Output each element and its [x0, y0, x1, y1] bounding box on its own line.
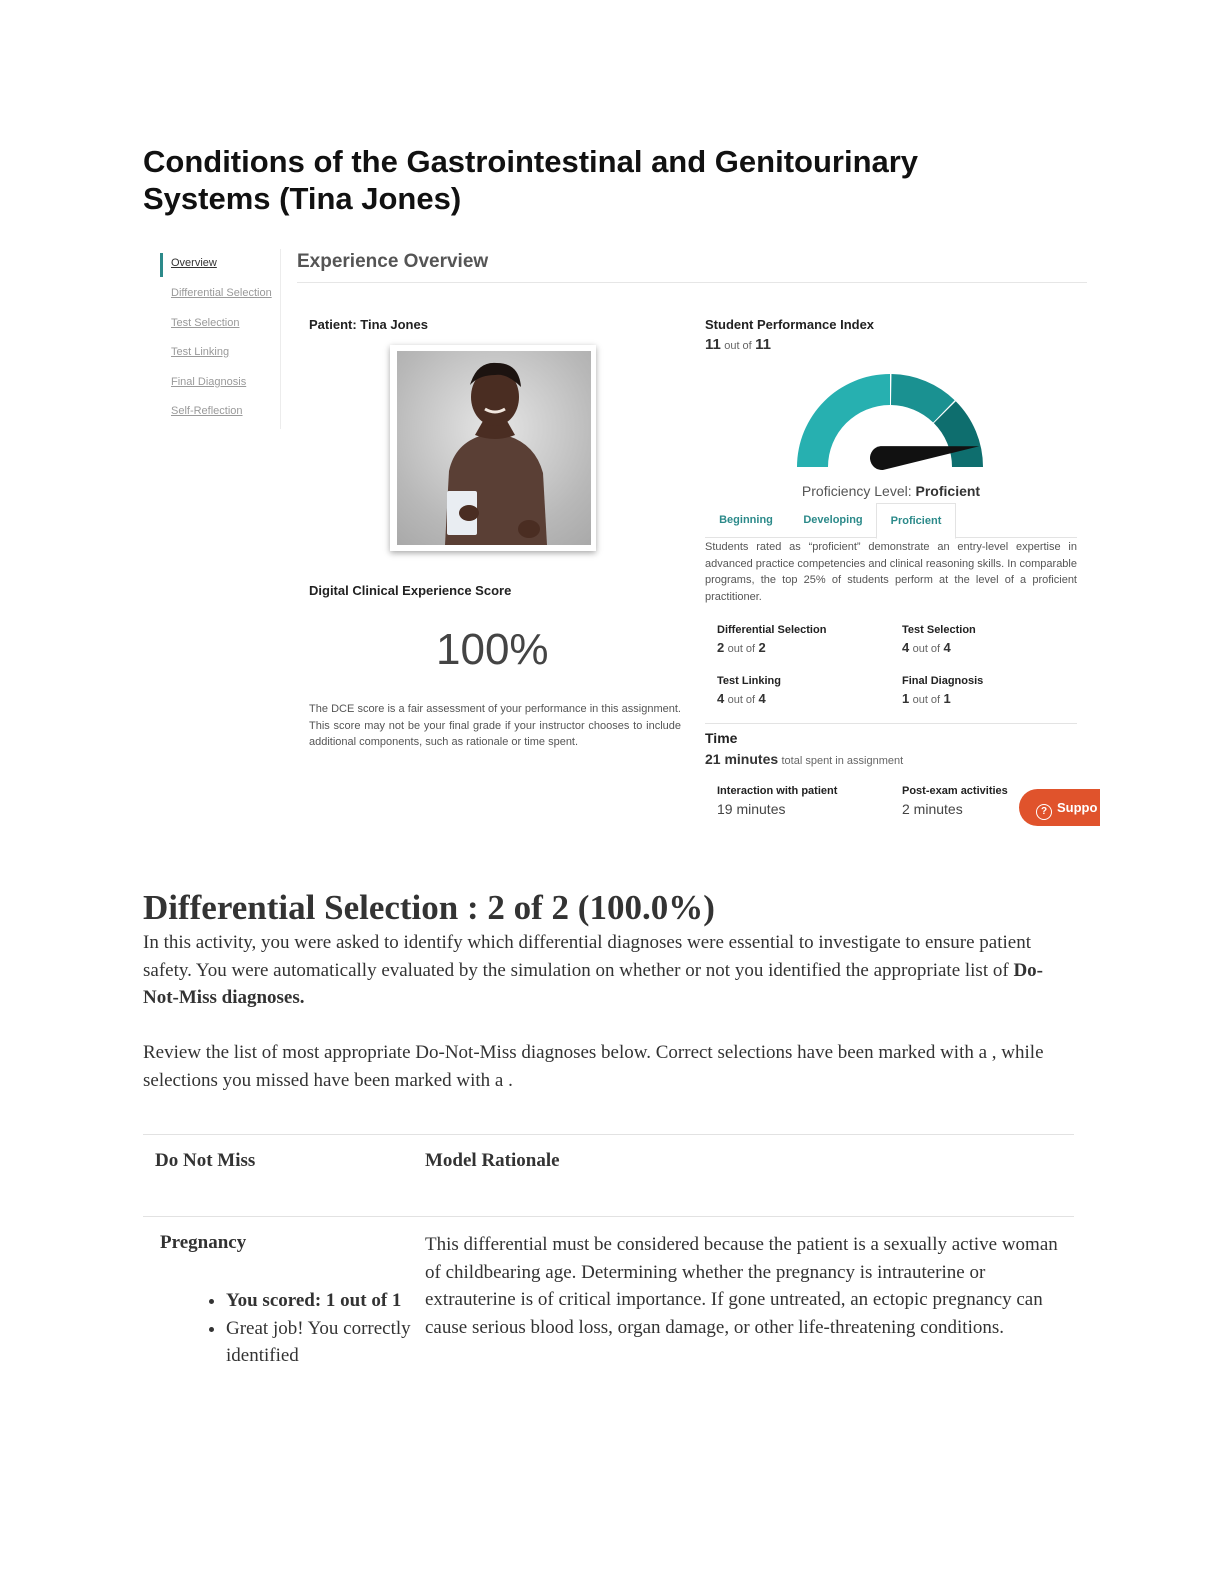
- dce-score-label: Digital Clinical Experience Score: [309, 583, 512, 598]
- sidebar-nav: [160, 249, 281, 429]
- sidebar-item-test-selection[interactable]: Test Selection: [171, 317, 240, 329]
- model-rationale: This differential must be considered because the patient is a sexually active woman of childbearing age. Determining whether the pregnancy is intrauterine or extrauterine is of critical importance. If gone untreated, an ectopic pregnancy can cause serious blood loss, organ damage, or other life-threatening conditions.: [425, 1234, 1058, 1338]
- time-label: Time: [705, 730, 738, 746]
- tab-beginning[interactable]: Beginning: [719, 514, 773, 526]
- tab-proficient[interactable]: Proficient: [876, 503, 956, 539]
- dce-score-note: The DCE score is a fair assessment of your performance in this assignment. This score may not be your final grade if your instructor chooses to include additional components, such as rationale or time spent.: [309, 703, 681, 748]
- metric-test-selection-value: 4 out of 4: [902, 640, 951, 655]
- sidebar-item-overview[interactable]: Overview: [171, 257, 217, 269]
- interaction-time-label: Interaction with patient: [717, 785, 838, 797]
- diagnosis-name: Pregnancy: [160, 1232, 247, 1253]
- tab-developing[interactable]: Developing: [803, 514, 863, 526]
- score-bullets: [186, 1287, 441, 1370]
- proficiency-tabs: [705, 503, 1077, 538]
- metric-test-selection-label: Test Selection: [902, 624, 976, 636]
- differential-selection-heading: Differential Selection : 2 of 2 (100.0%): [143, 888, 715, 927]
- question-circle-icon: ?: [1036, 804, 1052, 820]
- patient-label: Patient: Tina Jones: [309, 317, 428, 332]
- support-button[interactable]: [1019, 789, 1100, 826]
- performance-index-label: Student Performance Index: [705, 317, 875, 332]
- patient-photo: [390, 345, 596, 551]
- metric-final-diagnosis-label: Final Diagnosis: [902, 675, 984, 687]
- proficiency-level: Proficiency Level: Proficient: [801, 483, 981, 499]
- sidebar-item-final-diagnosis[interactable]: Final Diagnosis: [171, 376, 247, 388]
- metric-test-linking-label: Test Linking: [717, 675, 781, 687]
- dce-score-value: 100%: [436, 625, 549, 674]
- experience-overview-screenshot: [160, 245, 1100, 835]
- feedback-bullet: • Great job! You correctly identified: [226, 1315, 441, 1370]
- proficiency-description: Students rated as “proficient” demonstrate an entry-level expertise in advanced practice competencies and clinical reasoning skills. In comparable programs, the top 25% of students perform at the level of a proficient practitioner.: [705, 541, 1077, 603]
- table-header-do-not-miss: Do Not Miss: [155, 1150, 256, 1171]
- differential-intro: In this activity, you were asked to identify which differential diagnoses were essential to investigate to ensure patient safety. You were automatically evaluated by the simulation on whether or not you identified the appropriate list of Do-Not-Miss diagnoses.: [143, 932, 1043, 1008]
- metric-test-linking-value: 4 out of 4: [717, 691, 766, 706]
- table-header-model-rationale: Model Rationale: [425, 1150, 560, 1171]
- performance-index-score: 11 out of 11: [705, 336, 771, 353]
- document-title: Conditions of the Gastrointestinal and Genitourinary Systems (Tina Jones): [143, 144, 919, 216]
- experience-overview-title: Experience Overview: [297, 251, 489, 272]
- metric-final-diagnosis-value: 1 out of 1: [902, 691, 951, 706]
- time-total: 21 minutes total spent in assignment: [705, 751, 904, 767]
- interaction-time-value: 19 minutes: [717, 801, 786, 817]
- divider: [297, 282, 1087, 283]
- post-exam-time-value: 2 minutes: [902, 801, 963, 817]
- divider: [705, 723, 1077, 724]
- sidebar-item-differential-selection[interactable]: Differential Selection: [171, 287, 272, 299]
- differential-review-text: Review the list of most appropriate Do-Not-Miss diagnoses below. Correct selections have been marked with a , while selections you missed have been marked with a .: [143, 1042, 1044, 1091]
- metric-differential-selection-value: 2 out of 2: [717, 640, 766, 655]
- post-exam-time-label: Post-exam activities: [902, 785, 1008, 797]
- sidebar-item-test-linking[interactable]: Test Linking: [171, 346, 230, 358]
- active-indicator: [160, 253, 163, 277]
- support-button-label: Suppo: [1057, 800, 1098, 815]
- sidebar-item-self-reflection[interactable]: Self-Reflection: [171, 405, 243, 417]
- patient-avatar-icon: [397, 351, 591, 545]
- metric-differential-selection-label: Differential Selection: [717, 624, 827, 636]
- table-top-border: [143, 1134, 1074, 1135]
- performance-gauge: [790, 357, 990, 473]
- score-bullet: • You scored: 1 out of 1: [226, 1287, 441, 1315]
- table-row-border: [143, 1216, 1074, 1217]
